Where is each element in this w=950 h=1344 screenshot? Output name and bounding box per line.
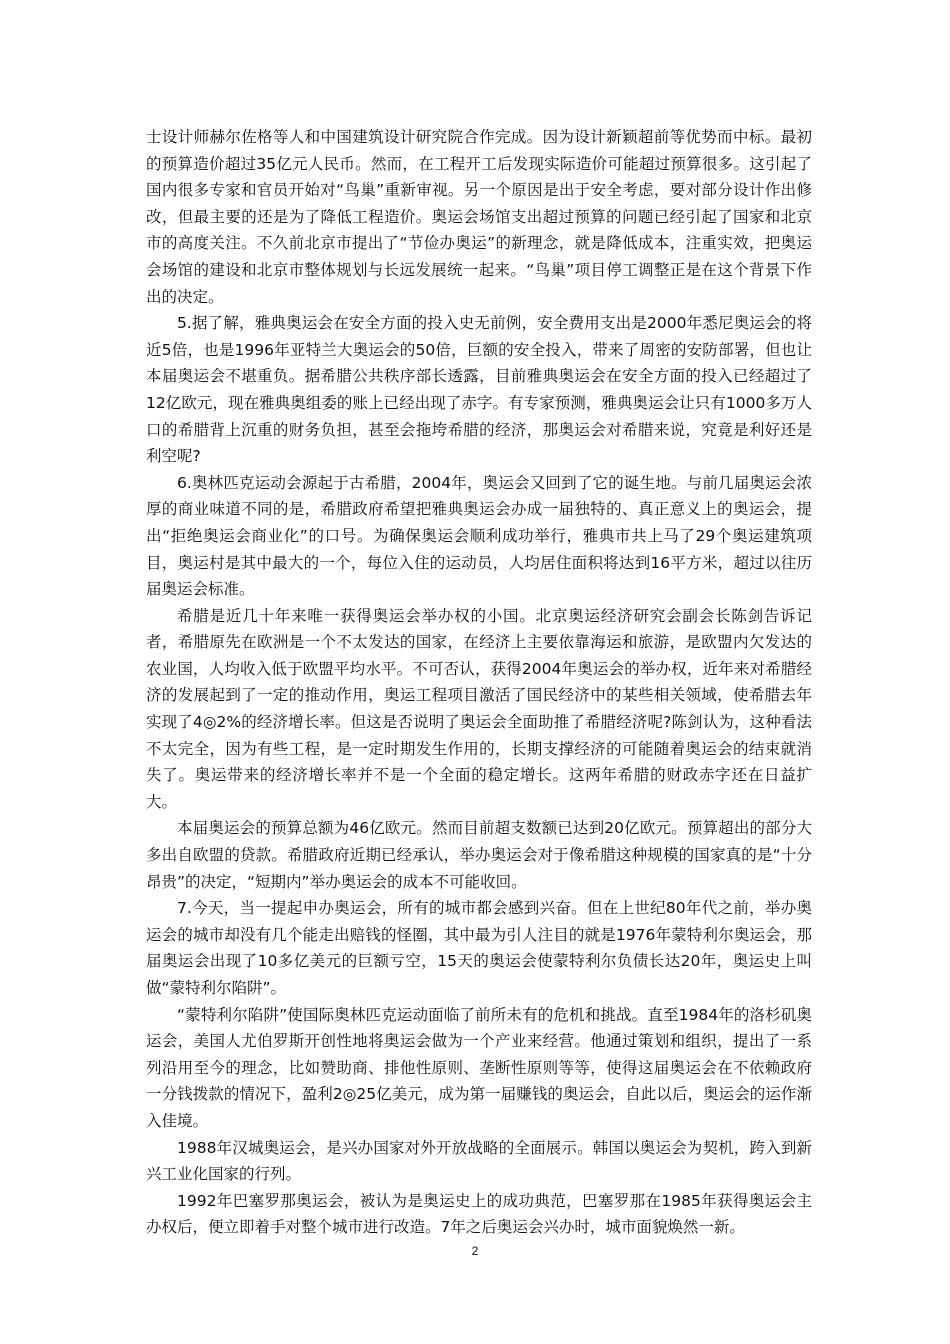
paragraph-item-6: 6.奥林匹克运动会源起于古希腊，2004年，奥运会又回到了它的诞生地。与前几届奥运会浓厚的商业味道不同的是，希腊政府希望把雅典奥运会办成一届独特的、真正意义上的奥运会，提出“拒绝奥运会商业化”的口号。为确保奥运会顺利成功举行，雅典市共上马了29个奥运建筑项目，奥运村是其中最大的一个，每位入住的运动员，人均居住面积将达到16平方米，超过以往历届奥运会标准。: [146, 473, 812, 599]
paragraph-bird-nest: 士设计师赫尔佐格等人和中国建筑设计研究院合作完成。因为设计新颖超前等优势而中标。最初的预算造价超过35亿元人民币。然而，在工程开工后发现实际造价可能超过预算很多。这引起了国内很多专家和官员开始对“鸟巢”重新审视。另一个原因是出于安全考虑，要对部分设计作出修改，但最主要的还是为了降低工程造价。奥运会场馆支出超过预算的问题已经引起了国家和北京市的高度关注。不久前北京市提出了“节俭办奥运”的新理念，就是降低成本，注重实效，把奥运会场馆的建设和北京市整体规划与长远发展统一起来。“鸟巢”项目停工调整正是在这个背景下作出的决定。: [146, 128, 812, 306]
paragraph-item-7: 7.今天，当一提起申办奥运会，所有的城市都会感到兴奋。但在上世纪80年代之前，举办奥运会的城市却没有几个能走出赔钱的怪圈，其中最为引人注目的就是1976年蒙特利尔奥运会，那届奥运会出现了10多亿美元的巨额亏空，15天的奥运会使蒙特利尔负债长达20年，奥运史上叫做“蒙特利尔陷阱”。: [146, 899, 812, 997]
paragraph-greece-economy: 希腊是近几十年来唯一获得奥运会举办权的小国。北京奥运经济研究会副会长陈剑告诉记者，希腊原先在欧洲是一个不太发达的国家，在经济上主要依靠海运和旅游，是欧盟内欠发达的农业国，人均收入低于欧盟平均水平。不可否认，获得2004年奥运会的举办权，近年来对希腊经济的发展起到了一定的推动作用，奥运工程项目激活了国民经济中的某些相关领域，使希腊去年实现了4◎2%的经济增长率。但这是否说明了奥运会全面助推了希腊经济呢?陈剑认为，这种看法不太完全，因为有些工程，是一定时期发生作用的，长期支撑经济的可能随着奥运会的结束就消失了。奥运带来的经济增长率并不是一个全面的稳定增长。这两年希腊的财政赤字还在日益扩大。: [146, 606, 812, 811]
paragraph-barcelona-1992: 1992年巴塞罗那奥运会，被认为是奥运史上的成功典范，巴塞罗那在1985年获得奥运会主办权后，便立即着手对整个城市进行改造。7年之后奥运会兴办时，城市面貌焕然一新。: [146, 1191, 812, 1237]
paragraph-montreal-trap: “蒙特利尔陷阱”使国际奥林匹克运动面临了前所未有的危机和挑战。直至1984年的洛杉矶奥运会，美国人尤伯罗斯开创性地将奥运会做为一个产业来经营。他通过策划和组织，提出了一系列沿用至今的理念，比如赞助商、排他性原则、垄断性原则等等，使得这届奥运会在不依赖政府一分钱拨款的情况下，盈利2◎25亿美元，成为第一届赚钱的奥运会，自此以后，奥运会的运作渐入佳境。: [146, 1005, 812, 1130]
body-text: [146, 124, 812, 1241]
paragraph-budget: 本届奥运会的预算总额为46亿欧元。然而目前超支数额已达到20亿欧元。预算超出的部分大多出自欧盟的贷款。希腊政府近期已经承认，举办奥运会对于像希腊这种规模的国家真的是“十分昂贵”的决定，“短期内”举办奥运会的成本不可能收回。: [146, 819, 812, 891]
page-number: 2: [471, 1244, 479, 1258]
paragraph-item-5: 5.据了解，雅典奥运会在安全方面的投入史无前例，安全费用支出是2000年悉尼奥运会的将近5倍，也是1996年亚特兰大奥运会的50倍，巨额的安全投入，带来了周密的安防部署，但也让本届奥运会不堪重负。据希腊公共秩序部长透露，目前雅典奥运会在安全方面的投入已经超过了12亿欧元，现在雅典奥组委的账上已经出现了赤字。有专家预测，雅典奥运会让只有1000多万人口的希腊背上沉重的财务负担，甚至会拖垮希腊的经济，那奥运会对希腊来说，究竟是利好还是利空呢?: [146, 314, 812, 466]
paragraph-seoul-1988: 1988年汉城奥运会，是兴办国家对外开放战略的全面展示。韩国以奥运会为契机，跨入到新兴工业化国家的行列。: [146, 1138, 812, 1184]
